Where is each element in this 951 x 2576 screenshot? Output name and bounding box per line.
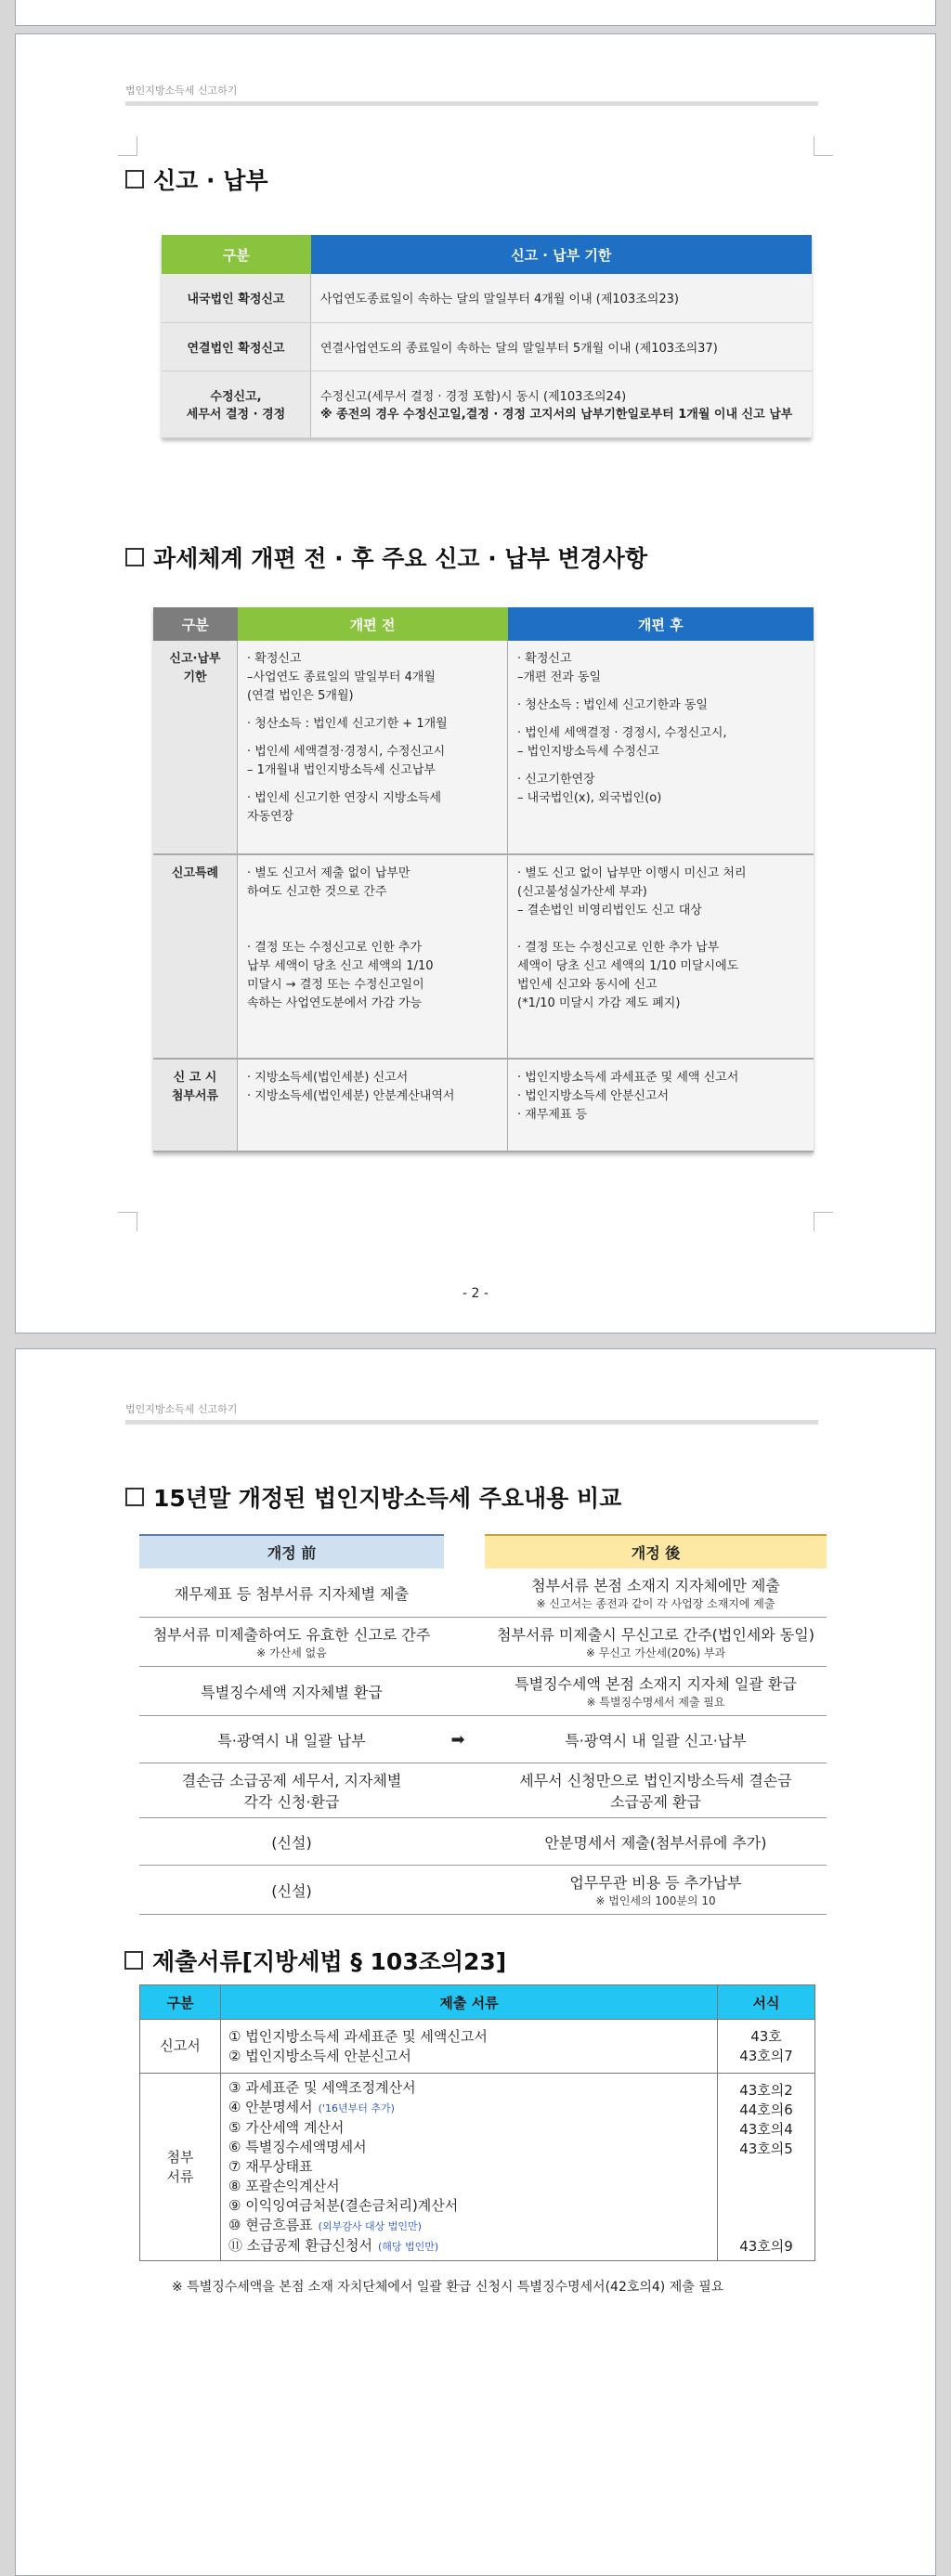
table-header: 구분 [162,235,311,274]
form-list [718,2074,815,2261]
form-code [725,2179,807,2198]
doc-item: ④ 안분명세서 ('16년부터 추가) [228,2098,395,2115]
after-cell [485,1763,827,1817]
before-text: 특별징수세액 지자체별 환급 [201,1683,383,1701]
table-header: 서식 [718,1985,815,2020]
before-text: 결손금 소급공제 세무서, 지자체별 각각 신청·환급 [181,1772,402,1811]
after-text: 안분명세서 제출(첨부서류에 추가) [544,1833,767,1852]
after-note: ※ 법인세의 100분의 10 [595,1894,716,1907]
after-cell [485,1724,827,1756]
crop-mark [118,1212,137,1231]
after-text: 세무서 신청만으로 법인지방소득세 결손금 소급공제 환급 [519,1772,792,1811]
row-label: 신고특례 [153,854,238,1059]
running-head: 법인지방소득세 신고하기 [125,1403,238,1415]
row-label: 수정신고, 세무서 결정 · 경정 [162,371,311,437]
checkbox-icon [125,1488,144,1506]
table-header: 구분 [153,607,238,641]
row-label: 신 고 시 첨부서류 [153,1059,238,1151]
compare-row [139,1568,827,1618]
after-cell [485,1667,827,1715]
table-header: 제출 서류 [221,1985,718,2020]
row-text: 수정신고(세무서 결정 · 경정 포함)시 동시 (제103조의24) ※ 종전의 경우 수정신고일,결정 · 경정 고지서의 납부기한일로부터 1개월 이내 신고 납부 [311,371,813,437]
compare-row [139,1716,827,1763]
section-title: 과세체계 개편 전 · 후 주요 신고 · 납부 변경사항 [125,540,647,574]
before-text: (신설) [271,1833,312,1852]
after-note: ※ 특별징수명세서 제출 필요 [586,1696,725,1709]
after-note: ※ 무신고 가산세(20%) 부과 [585,1646,726,1659]
after-text: 특별징수세액 본점 소재지 지자체 일괄 환급 [515,1675,797,1693]
after-note: ※ 신고서는 종전과 같이 각 사업장 소재지에 제출 [536,1597,775,1610]
after-text: 첨부서류 본점 소재지 지자체에만 제출 [531,1577,780,1594]
before-header: 개정 前 [139,1534,444,1568]
form-code: 43호의2 [739,2082,793,2099]
doc-item: ⑩ 현금흐름표 (외부감사 대상 법인만) [228,2216,422,2233]
form-code [725,2218,807,2237]
table-header: 구분 [140,1985,221,2020]
form-code: 44호의6 [739,2101,793,2118]
after-cell [485,1826,827,1858]
header-rule [125,101,818,106]
compare-row [139,1818,827,1866]
arrow-icon: ➡ [450,1729,465,1750]
doc-list [221,2074,718,2261]
before-text: (신설) [271,1881,312,1900]
section-title: 신고 · 납부 [125,163,268,196]
doc-item: ⑦ 재무상태표 [228,2157,313,2175]
checkbox-icon [125,548,144,566]
form-list: 43호 43호의7 [718,2020,815,2074]
after-cell [485,1618,827,1666]
table-header: 개편 전 [238,607,508,641]
after-text: 업무무관 비용 등 추가납부 [569,1874,742,1892]
compare-row [139,1667,827,1716]
doc-item: ⑪ 소급공제 환급신청서 (해당 법인만) [228,2236,439,2254]
form-code: 43호의5 [739,2140,793,2157]
previous-page-fragment [15,0,936,26]
crop-mark [814,137,833,156]
after-header: 개정 後 [485,1534,827,1568]
after-cell: · 별도 신고 없이 납부만 이행시 미신고 처리 (신고불성실가산세 부과) – 결손법인 비영리법인도 신고 대상 · 결정 또는 수정신고로 인한 추가 납부 세액이 당초 신고 세액의 1/10 미달시에도 법인세 신고와 동시에 신고 (*1/10 미달시 가감 제도 폐지) [508,854,814,1059]
crop-mark [118,137,137,156]
after-cell: · 법인지방소득세 과세표준 및 세액 신고서 · 법인지방소득세 안분신고서 · 재무제표 등 [508,1059,814,1151]
form-code [725,2159,807,2179]
after-text: 특·광역시 내 일괄 신고·납부 [565,1731,747,1750]
doc-item: ⑨ 이익잉여금처분(결손금처리)계산서 [228,2196,459,2214]
section-title: 15년말 개정된 법인지방소득세 주요내용 비교 [125,1480,621,1514]
doc-note: ('16년부터 추가) [318,2101,395,2114]
after-text: 첨부서류 미제출시 무신고로 간주(법인세와 동일) [497,1626,814,1644]
compare-row [139,1763,827,1818]
row-text: 연결사업연도의 종료일이 속하는 달의 말일부터 5개월 이내 (제103조의37) [311,322,813,371]
page-number: - 2 - [462,1286,489,1301]
before-cell: · 확정신고 –사업연도 종료일의 말일부터 4개월 (연결 법인은 5개월) · 청산소득 : 법인세 신고기한 + 1개월 · 법인세 세액결정·경정시, 수정신고시 – 1개월내 법인지방소득세 신고납부 · 법인세 신고기한 연장시 지방소득세 자동연장 [238,641,508,854]
doc-item: ⑤ 가산세액 계산서 [228,2118,345,2136]
table-header: 개편 후 [508,607,814,641]
compare-row [139,1618,827,1667]
row-text: 사업연도종료일이 속하는 달의 말일부터 4개월 이내 (제103조의23) [311,274,813,322]
after-cell: · 확정신고 –개편 전과 동일 · 청산소득 : 법인세 신고기한과 동일 · 법인세 세액결정 · 경정시, 수정신고시, – 법인지방소득세 수정신고 · 신고기한연장 – 내국법인(x), 외국법인(o) [508,641,814,854]
checkbox-icon [125,170,144,189]
row-label: 신고서 [140,2020,221,2074]
amendment-comparison [139,1534,827,1915]
filing-deadline-table [162,235,812,438]
documents-table [139,1984,815,2261]
header-rule [125,1420,818,1425]
form-code [725,2198,807,2218]
form-code: 43호의9 [739,2238,793,2255]
section-title: 제출서류[지방세법 § 103조의23] [124,1944,506,1977]
footnote: ※ 특별징수세액을 본점 소재 자치단체에서 일괄 환급 신청시 특별징수명세서(42호의4) 제출 필요 [172,2280,724,2295]
doc-note: (외부감사 대상 법인만) [318,2219,422,2232]
before-cell: · 지방소득세(법인세분) 신고서 · 지방소득세(법인세분) 안분계산내역서 [238,1059,508,1151]
row-label: 내국법인 확정신고 [162,274,311,322]
doc-item: ③ 과세표준 및 세액조정계산서 [228,2078,416,2096]
running-head: 법인지방소득세 신고하기 [125,85,238,97]
before-note: ※ 가산세 없음 [256,1646,327,1659]
before-text: 재무제표 등 첨부서류 지자체별 제출 [174,1584,410,1603]
doc-list: ① 법인지방소득세 과세표준 및 세액신고서 ② 법인지방소득세 안분신고서 [221,2020,718,2074]
crop-mark [814,1212,833,1231]
compare-row [139,1866,827,1915]
reform-comparison-table [153,607,814,1152]
after-cell [485,1568,827,1617]
row-label: 연결법인 확정신고 [162,322,311,371]
row-label: 신고·납부 기한 [153,641,238,854]
before-text: 첨부서류 미제출하여도 유효한 신고로 간주 [152,1626,431,1644]
doc-item: ⑥ 특별징수세액명세서 [228,2138,367,2155]
row-label: 첨부 서류 [140,2074,221,2261]
before-cell: · 별도 신고서 제출 없이 납부만 하여도 신고한 것으로 간주 · 결정 또는 수정신고로 인한 추가 납부 세액이 당초 신고 세액의 1/10 미달시 → 결정 또는 수정신고일이 속하는 사업연도분에서 가감 가능 [238,854,508,1059]
form-code: 43호의4 [739,2121,793,2138]
before-text: 특·광역시 내 일괄 납부 [217,1731,366,1750]
after-cell [485,1866,827,1914]
page-2 [15,33,936,1334]
table-header: 신고 · 납부 기한 [311,235,813,274]
doc-item: ⑧ 포괄손익계산서 [228,2177,340,2194]
checkbox-icon [124,1951,143,1970]
doc-note: (해당 법인만) [377,2240,439,2253]
